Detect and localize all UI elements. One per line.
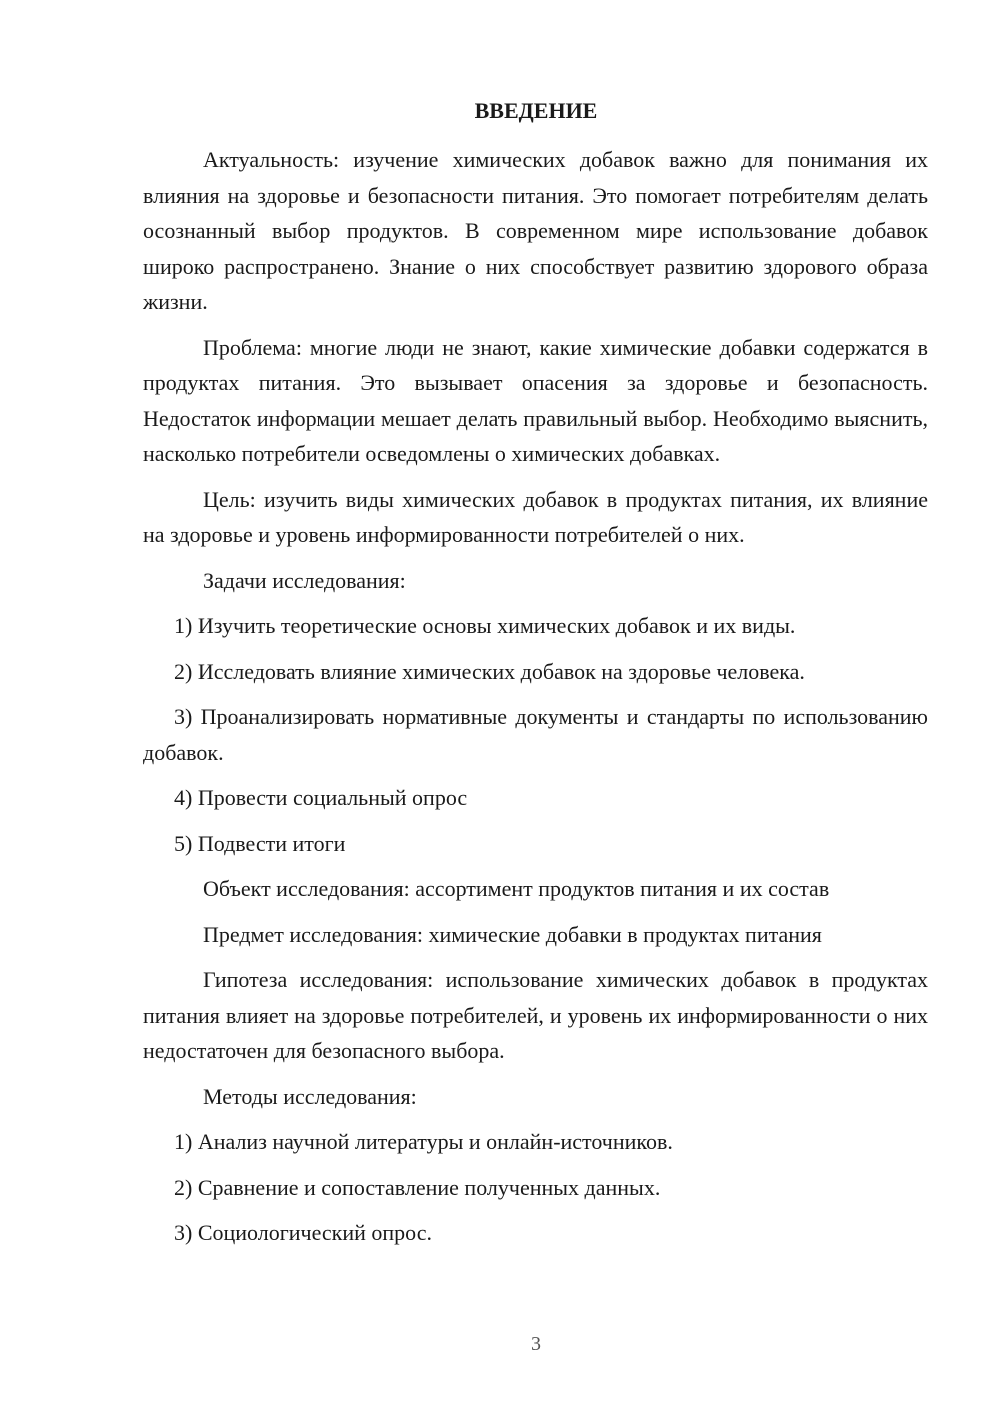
paragraph-relevance: Актуальность: изучение химических добавок важно для понимания их влияния на здоровье и безопасности питания. Это помогает потребителям делать осознанный выбор продуктов. В современном мире использование добавок широко распространено. Знание о них способствует развитию здорового образа жизни. [143,147,928,314]
paragraph-problem: Проблема: многие люди не знают, какие химические добавки содержатся в продуктах питания. Это вызывает опасения за здоровье и безопасность. Недостаток информации мешает делать правильный выбор. Необходимо выяснить, насколько потребители осведомлены о химических добавках. [143,334,928,466]
list-item: 1) Анализ научной литературы и онлайн-источников. [174,1129,673,1154]
list-item: 4) Провести социальный опрос [174,785,468,810]
tasks-heading: Задачи исследования: [203,567,406,593]
paragraph-subject: Предмет исследования: химические добавки в продуктах питания [203,921,822,947]
methods-heading: Методы исследования: [203,1083,417,1109]
paragraph-goal: Цель: изучить виды химических добавок в продуктах питания, их влияние на здоровье и уровень информированности потребителей о них. [143,486,928,547]
list-item: 1) Изучить теоретические основы химических добавок и их виды. [174,613,796,638]
list-item: 2) Сравнение и сопоставление полученных данных. [174,1174,661,1200]
paragraph-hypothesis: Гипотеза исследования: использование химических добавок в продуктах питания влияет на здоровье потребителей, и уровень их информированности о них недостаточен для безопасного выбора. [143,967,928,1063]
page-number: 3 [531,1333,541,1355]
document-body [143,142,928,1261]
page-title: ВВЕДЕНИЕ [474,98,598,123]
list-item: 3) Социологический опрос. [174,1220,432,1245]
list-item: 2) Исследовать влияние химических добавок на здоровье человека. [174,658,805,684]
tasks-list [143,608,928,861]
methods-list [143,1124,928,1251]
paragraph-object: Объект исследования: ассортимент продуктов питания и их состав [203,876,830,901]
list-item: 5) Подвести итоги [174,830,346,856]
list-item: 3) Проанализировать нормативные документы и стандарты по использованию добавок. [143,704,928,765]
